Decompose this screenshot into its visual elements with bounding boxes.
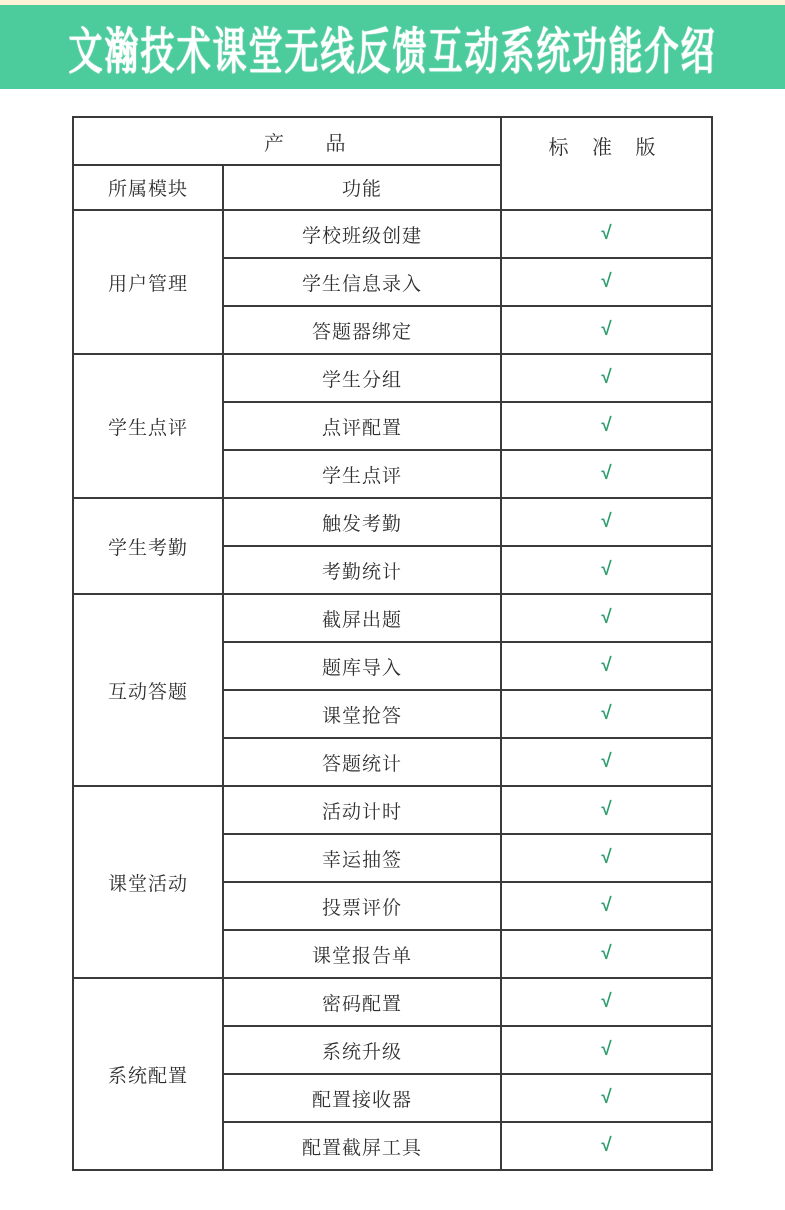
title-banner xyxy=(0,5,785,89)
table-header-function: 功能 xyxy=(223,165,501,210)
table-header-product: 产 品 xyxy=(73,117,501,165)
feature-cell: 考勤统计 xyxy=(223,546,501,594)
check-mark: √ xyxy=(501,930,712,978)
page-title: 文瀚技术课堂无线反馈互动系统功能介绍 xyxy=(68,24,717,80)
check-mark: √ xyxy=(501,258,712,306)
check-mark: √ xyxy=(501,834,712,882)
module-cell-interactive-answering: 互动答题 xyxy=(73,594,223,786)
check-mark: √ xyxy=(501,594,712,642)
feature-cell: 密码配置 xyxy=(223,978,501,1026)
check-mark: √ xyxy=(501,498,712,546)
table-row xyxy=(73,594,712,642)
table-header-module: 所属模块 xyxy=(73,165,223,210)
table-header-edition: 标 准 版 xyxy=(501,117,712,210)
feature-cell: 题库导入 xyxy=(223,642,501,690)
feature-cell: 截屏出题 xyxy=(223,594,501,642)
feature-cell: 课堂抢答 xyxy=(223,690,501,738)
feature-table xyxy=(72,116,713,1171)
check-mark: √ xyxy=(501,1122,712,1170)
module-cell-student-evaluation: 学生点评 xyxy=(73,354,223,498)
feature-cell: 学生信息录入 xyxy=(223,258,501,306)
feature-cell: 活动计时 xyxy=(223,786,501,834)
table-row xyxy=(73,978,712,1026)
module-cell-student-attendance: 学生考勤 xyxy=(73,498,223,594)
feature-cell: 幸运抽签 xyxy=(223,834,501,882)
feature-cell: 投票评价 xyxy=(223,882,501,930)
check-mark: √ xyxy=(501,738,712,786)
feature-cell: 触发考勤 xyxy=(223,498,501,546)
feature-cell: 点评配置 xyxy=(223,402,501,450)
module-cell-user-management: 用户管理 xyxy=(73,210,223,354)
table-row xyxy=(73,498,712,546)
check-mark: √ xyxy=(501,786,712,834)
table-row xyxy=(73,354,712,402)
check-mark: √ xyxy=(501,210,712,258)
module-cell-class-activities: 课堂活动 xyxy=(73,786,223,978)
table-row xyxy=(73,210,712,258)
check-mark: √ xyxy=(501,306,712,354)
check-mark: √ xyxy=(501,690,712,738)
table-header-row-1 xyxy=(73,117,712,165)
check-mark: √ xyxy=(501,402,712,450)
feature-cell: 学校班级创建 xyxy=(223,210,501,258)
feature-cell: 配置截屏工具 xyxy=(223,1122,501,1170)
check-mark: √ xyxy=(501,978,712,1026)
feature-cell: 答题器绑定 xyxy=(223,306,501,354)
check-mark: √ xyxy=(501,1074,712,1122)
check-mark: √ xyxy=(501,546,712,594)
check-mark: √ xyxy=(501,642,712,690)
check-mark: √ xyxy=(501,1026,712,1074)
check-mark: √ xyxy=(501,354,712,402)
feature-cell: 学生分组 xyxy=(223,354,501,402)
feature-cell: 课堂报告单 xyxy=(223,930,501,978)
module-cell-system-configuration: 系统配置 xyxy=(73,978,223,1170)
check-mark: √ xyxy=(501,450,712,498)
feature-cell: 配置接收器 xyxy=(223,1074,501,1122)
feature-cell: 答题统计 xyxy=(223,738,501,786)
feature-cell: 学生点评 xyxy=(223,450,501,498)
table-row xyxy=(73,786,712,834)
check-mark: √ xyxy=(501,882,712,930)
feature-cell: 系统升级 xyxy=(223,1026,501,1074)
